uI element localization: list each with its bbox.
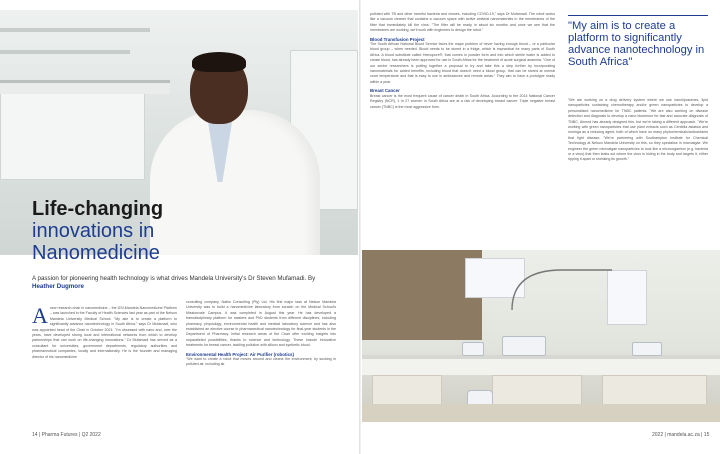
body-column-3	[370, 12, 555, 110]
subhead-blood-transfusion: Blood Transfusion Project	[370, 36, 425, 42]
column-3-text-b: The South African National Blood Service faces the major problem of never having enough blood – or a particular blood group – when needed. Blood needs to be stored in a fridge, which is impractical for many parts of South Africa. A blood substitute called Hemopure®, that comes in powder form and into which sterile water is added to create blood, has already been approved for use in South Africa for the treatment of acute surgical anaemia. "One of our senior researchers is putting together a proposal to try and take this a step further by incorporating nanomaterials for added benefits, including blood that doesn't need a blood group, that can be stored at normal room temperature and that is easy to use in ambulances and remote areas." They aim to have a prototype ready within a year.	[370, 42, 555, 84]
page-gutter	[359, 0, 361, 454]
deck-text: A passion for pioneering health technology is what drives Mandela University's Dr Steven Mufamadi. By	[32, 275, 316, 282]
column-2-text: consulting company, Nabio Consulting (Pty) Ltd. His first major task at Nelson Mandela University was to build a nanomedicine laboratory from scratch on the Medical School's Missionvale Campus. It was completed in August this year. He has developed a transdisciplinary platform for masters and PhD students from different disciplines, including pharmacy, physiology, environmental health and medical laboratory science and has also established an elective course in pharmaceutical nanotechnology for final-year students in the Department of Pharmacy. Initial research areas of the Chair offer exciting insights into unparalleled possibilities, thanks to science and technology. These include innovative treatments for breast cancer, tackling pollution with silicon and synthetic blood.	[186, 300, 336, 348]
duct-pipe	[512, 270, 612, 310]
extraction-duct	[362, 250, 720, 422]
body-column-1	[32, 303, 177, 360]
portrait-hair	[192, 52, 246, 72]
body-column-2	[186, 300, 336, 368]
pull-quote: "My aim is to create a platform to significantly advance nanotechnology in South Africa"	[568, 20, 705, 68]
body-column-4	[568, 98, 708, 163]
article-deck	[32, 275, 332, 290]
drop-cap: A	[32, 303, 48, 328]
column-4-text: "We are working on a drug delivery system where we use nanoliposomes, lipid nanoparticles containing chemotherapy and/or green nanoparticles to develop a personalised nanomedicine for TNBC patients. "We are also working on disease detection and diagnosis to develop a nano biosensor for fast and accurate diagnosis of TNBC. Ahmed has already designed this, but we're taking a different approach. "We're working with green nanoparticles that use plant extracts such as Centella asiatica and moringa as a reducing agent, both of which have so many phytochemicals/antioxidants that fight disease. "We're partnering with Southampton Institute for Chemical Technology at Nelson Mandela University on this, so they specialise in microalgae. We engineer the green microalgae nanoparticles to look like a microorganism (e.g. bacteria or a virus) that then leaks out where the virus is hiding in the body and targets it, either ripping it apart or shrinking its growth."	[568, 98, 708, 162]
headline-line-3: Nanomedicine	[32, 242, 160, 264]
lab-bench	[0, 80, 170, 94]
column-3-text: polluted with TB and other harmful bacteria and viruses, including COVID-19," says Dr Mufamadi. The robot works like a vacuum cleaner that contains a vacuum space with active antiviral nanomaterials in the membranes of the filter that immediately kill the virus. "The filter will be ready in about six months and once we see that the membranes are working, we'll work with engineers to design the robot."	[370, 12, 555, 33]
headline-line-2: innovations in	[32, 220, 155, 242]
folio-left: 14 | Pharma Futures | Q2 2022	[32, 432, 101, 438]
column-2-text-b: "We want to create a robot that moves around and cleans the environment, by sucking in polluted air, including air	[186, 357, 336, 367]
lab-cabinet	[0, 90, 145, 180]
pull-quote-rule	[568, 15, 708, 16]
subhead-breast-cancer: Breast Cancer	[370, 88, 400, 94]
byline: Heather Dugmore	[32, 282, 84, 290]
laboratory-photo	[362, 250, 720, 422]
headline-line-1: Life-changing	[32, 198, 164, 220]
column-3-text-c: Breast cancer is the most frequent cause of cancer death in South Africa. According to the 2014 National Cancer Registry (NCR), 1 in 27 women in South Africa are at a risk of developing breast cancer. Triple negative breast cancer (TNBC) is the most aggressive form.	[370, 93, 555, 109]
lab-shelf	[0, 50, 130, 54]
lab-shelf	[0, 28, 150, 32]
column-1-text: new research chair in nanomedicine – the DSI-Mandela Nanomedicine Platform – was launched in the Faculty of Health Sciences last year as part of the Nelson Mandela University Medical School. "My aim is to create a platform to significantly advance nanotechnology in South Africa," says Dr Mufamadi, who was appointed head of the Chair in October 2021. "I'm obsessed with nano and, over the years, have developed strong local and international networks from which to develop partnerships that can work on life-changing innovations." Dr Mufamadi has served as a consultant for universities, government departments, regulatory authorities and pharmaceutical companies, locally and internationally. He is the founder and managing director of his nanomedicine	[32, 306, 177, 359]
folio-right: 2022 | mandela.ac.za | 15	[652, 432, 710, 438]
subhead-air-purifier: Environmental Health Project: Air Purifier (robotics)	[186, 351, 294, 357]
article-headline	[32, 198, 232, 264]
